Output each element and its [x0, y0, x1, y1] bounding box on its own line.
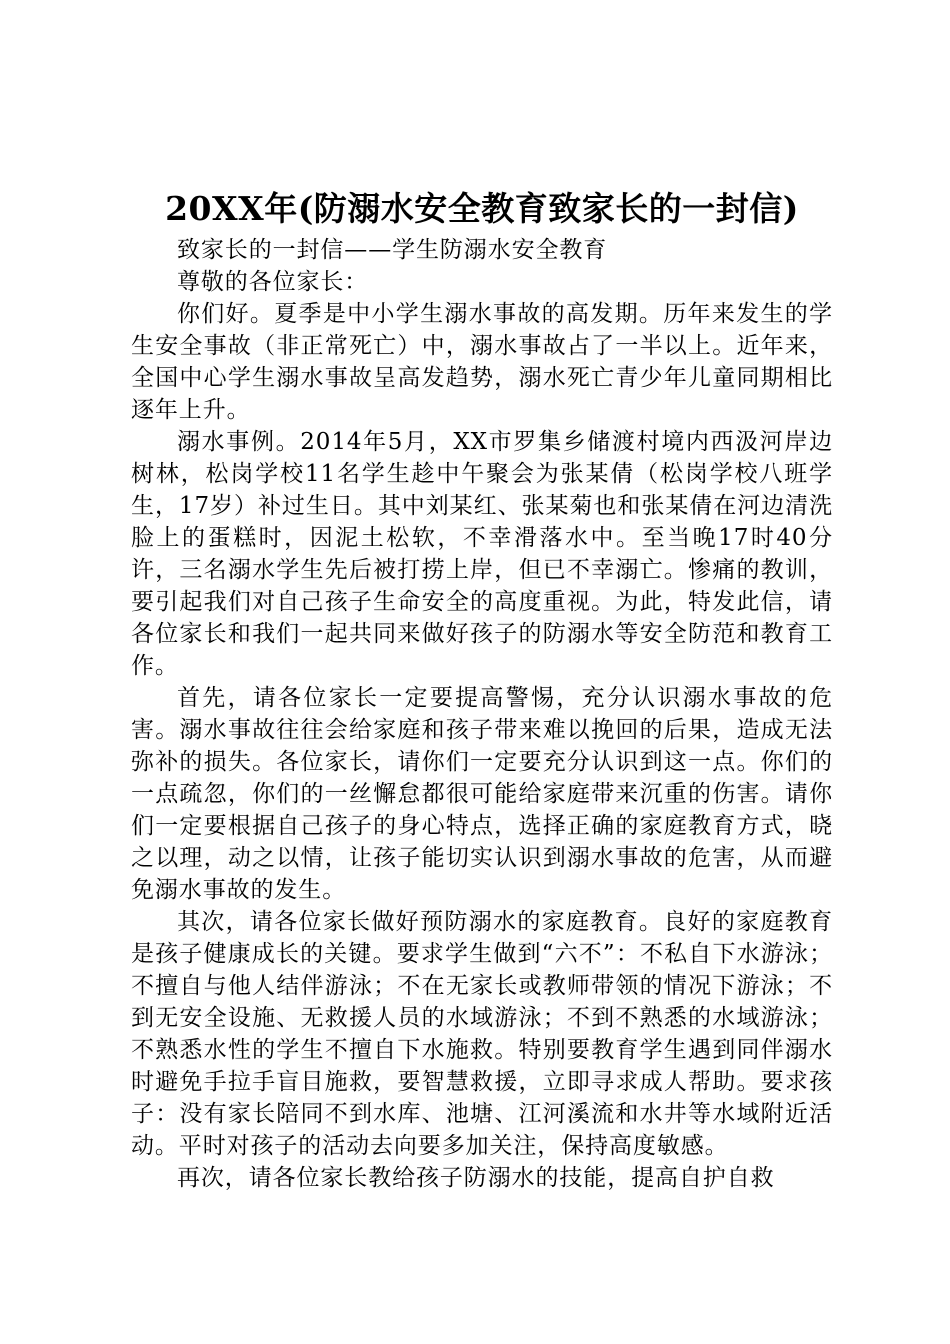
- paragraph-greeting: 你们好。夏季是中小学生溺水事故的高发期。历年来发生的学生安全事故（非正常死亡）中，溺水事故占了一半以上。近年来，全国中心学生溺水事故呈高发趋势，溺水死亡青少年儿童同期相比逐年上升。: [131, 301, 833, 423]
- letter-subtitle: 致家长的一封信——学生防溺水安全教育: [177, 237, 608, 263]
- document-title: 20XX年(防溺水安全教育致家长的一封信): [165, 189, 799, 228]
- paragraph-second: 其次，请各位家长做好预防溺水的家庭教育。良好的家庭教育是孩子健康成长的关键。要求学生做到“六不”：不私自下水游泳；不擅自与他人结伴游泳；不在无家长或教师带领的情况下游泳；不到无安全设施、无救援人员的水域游泳；不到不熟悉的水域游泳；不熟悉水性的学生不擅自下水施救。特别要教育学生遇到同伴溺水时避免手拉手盲目施救，要智慧救援，立即寻求成人帮助。要求孩子：没有家长陪同不到水库、池塘、江河溪流和水井等水域附近活动。平时对孩子的活动去向要多加关注，保持高度敏感。: [131, 909, 833, 1159]
- paragraph-first: 首先，请各位家长一定要提高警惕，充分认识溺水事故的危害。溺水事故往往会给家庭和孩子带来难以挽回的后果，造成无法弥补的损失。各位家长，请你们一定要充分认识到这一点。你们的一点疏忽，你们的一丝懈怠都很可能给家庭带来沉重的伤害。请你们一定要根据自己孩子的身心特点，选择正确的家庭教育方式，晓之以理，动之以情，让孩子能切实认识到溺水事故的危害，从而避免溺水事故的发生。: [131, 685, 833, 903]
- paragraph-third: 再次，请各位家长教给孩子防溺水的技能，提高自护自救: [177, 1165, 775, 1191]
- paragraph-drowning-case: 溺水事例。2014年5月，XX市罗集乡储渡村境内西汲河岸边树林，松岗学校11名学生趁中午聚会为张某倩（松岗学校八班学生，17岁）补过生日。其中刘某红、张某菊也和张某倩在河边清洗脸上的蛋糕时，因泥土松软，不幸滑落水中。至当晚17时40分许，三名溺水学生先后被打捞上岸，但已不幸溺亡。惨痛的教训，要引起我们对自己孩子生命安全的高度重视。为此，特发此信，请各位家长和我们一起共同来做好孩子的防溺水等安全防范和教育工作。: [131, 429, 833, 679]
- salutation: 尊敬的各位家长：: [177, 269, 369, 295]
- document-page: [131, 186, 833, 1194]
